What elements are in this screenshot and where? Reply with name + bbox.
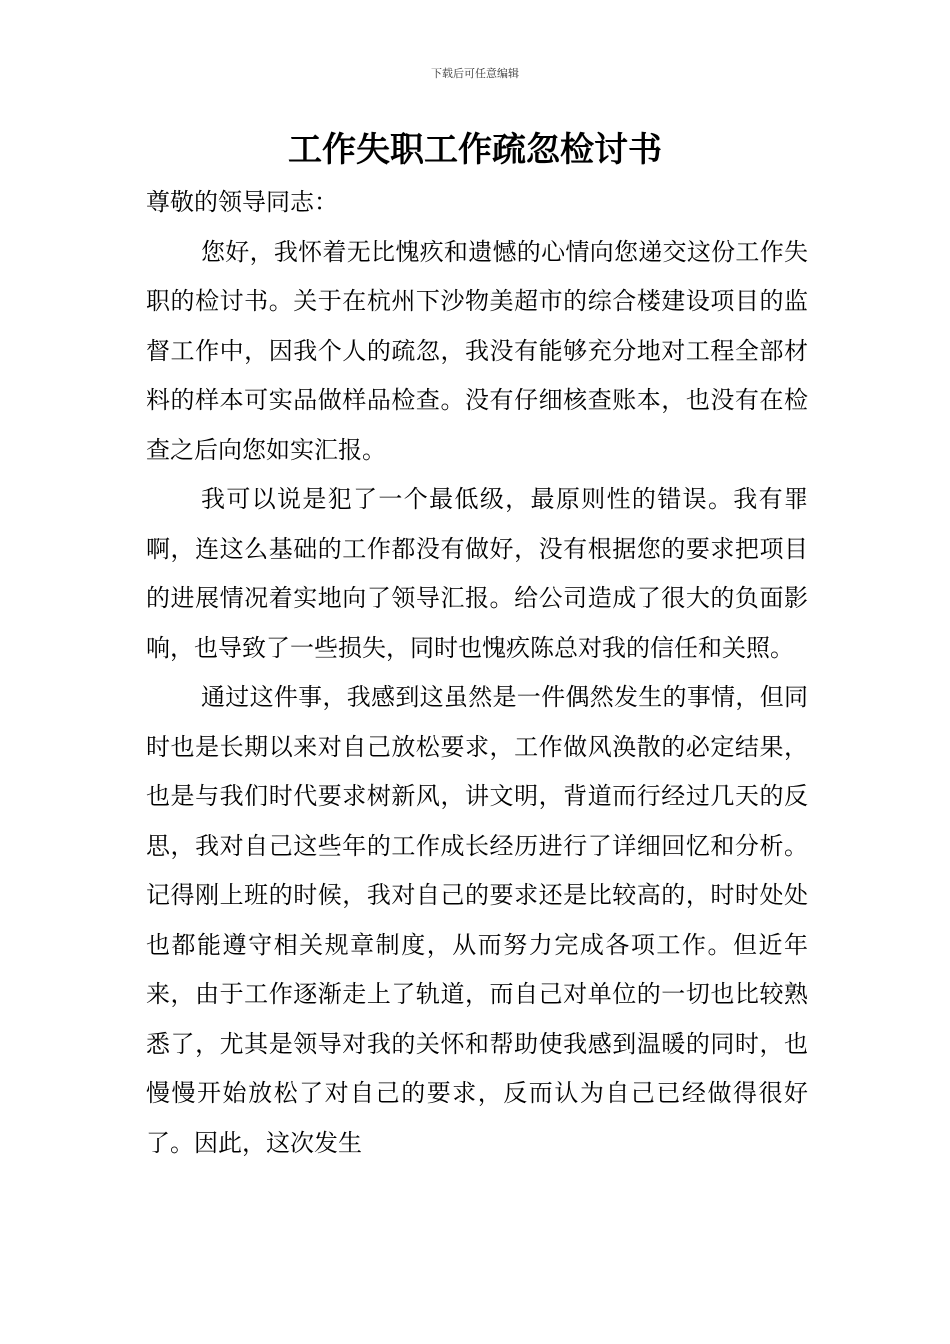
paragraph: 通过这件事，我感到这虽然是一件偶然发生的事情，但同时也是长期以来对自己放松要求，工作做风涣散的必定结果，也是与我们时代要求树新风，讲文明，背道而行经过几天的反思，我对自己这些年的工作成长经历进行了详细回忆和分析。记得刚上班的时候，我对自己的要求还是比较高的，时时处处也都能遵守相关规章制度，从而努力完成各项工作。但近年来，由于工作逐渐走上了轨道，而自己对单位的一切也比较熟悉了，尤其是领导对我的关怀和帮助使我感到温暖的同时，也慢慢开始放松了对自己的要求，反而认为自己已经做得很好了。因此，这次发生: [146, 683, 808, 1157]
paragraph: 您好，我怀着无比愧疚和遗憾的心情向您递交这份工作失职的检讨书。关于在杭州下沙物美超市的综合楼建设项目的监督工作中，因我个人的疏忽，我没有能够充分地对工程全部材料的样本可实品做样品检查。没有仔细核查账本，也没有在检查之后向您如实汇报。: [146, 237, 808, 464]
header-note: 下载后可任意编辑: [431, 67, 519, 80]
document-body: [146, 178, 808, 1168]
paragraph: 我可以说是犯了一个最低级，最原则性的错误。我有罪啊，连这么基础的工作都没有做好，没有根据您的要求把项目的进展情况着实地向了领导汇报。给公司造成了很大的负面影响，也导致了一些损失，同时也愧疚陈总对我的信任和关照。: [146, 485, 808, 662]
salutation: 尊敬的领导同志：: [146, 188, 338, 216]
document-title: 工作失职工作疏忽检讨书: [288, 130, 662, 170]
